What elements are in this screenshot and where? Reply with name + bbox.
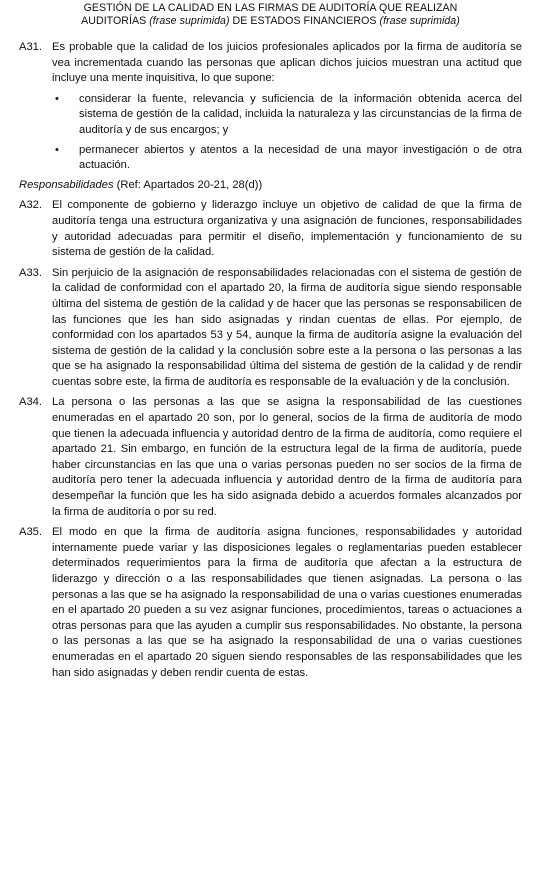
header-part-b: (frase suprimida)	[149, 14, 230, 27]
header-line-2	[0, 15, 541, 28]
bullet-list	[52, 92, 522, 174]
paragraph-text: El modo en que la firma de auditoría asigna funciones, responsabilidades y autoridad internamente puede variar y las disposiciones legales o reglamentarias pueden establecer determinados requerimientos para la firma de auditoría que afectan a la estructura de liderazgo y dirección o a las responsabilidades que tienen asignadas. La persona o las personas a las que se ha asignado la responsabilidad de una o varias cuestiones enumeradas en el apartado 20 pueden a su vez asignar funciones, procedimientos, tareas o actuaciones a otras personas para que las ayuden a cumplir sus responsabilidades. No obstante, la persona o las personas a las que se ha asignado la responsabilidad de una o varias cuestiones enumeradas en el apartado 20 siguen siendo responsables de las responsabilidades que les han sido asignadas y deben rendir cuenta de estas.	[52, 526, 522, 679]
page-header	[0, 2, 541, 27]
paragraph-number: A33.	[19, 266, 43, 279]
section-subheading	[19, 178, 522, 194]
paragraph-text: Sin perjuicio de la asignación de responsabilidades relacionadas con el sistema de gestión de la calidad de conformidad con el apartado 20, la firma de auditoría sigue siendo responsable última del sistema de gestión de la calidad y de hacer que las personas se responsabilicen de las funciones que les han sido asignadas y rindan cuentas de ellas. Por ejemplo, de conformidad con los apartados 53 y 54, aunque la firma de auditoría asigne la evaluación del sistema de gestión de la calidad y la conclusión sobre este a la persona o las personas a las que se ha asignado la responsabilidad última del sistema de gestión de la calidad y de rendir cuentas sobre este, la firma de auditoría es responsable de la evaluación y de la conclusión.	[52, 266, 522, 388]
paragraph-text: La persona o las personas a las que se asigna la responsabilidad de las cuestiones enumeradas en el apartado 20 son, por lo general, socios de la firma de auditoría de modo que tienen la adecuada influencia y autoridad dentro de la firma de auditoría, como requiere el apartado 21. Sin embargo, en función de la estructura legal de la firma de auditoría, puede haber circunstancias en las que una o varias personas pueden no ser socios de la firma de auditoría pero tener la adecuada influencia y autoridad dentro de la firma de auditoría para desempeñar la función que les ha sido asignada debido a acuerdos formales alcanzados por la firma de auditoría o por su red.	[52, 396, 522, 518]
list-item	[52, 143, 522, 174]
paragraph-text: El componente de gobierno y liderazgo incluye un objetivo de calidad de que la firma de auditoría tenga una estructura organizativa y una asignación de funciones, responsabilidades y autoridad adecuadas para permitir el diseño, implementación y funcionamiento de su sistema de gestión de la calidad.	[52, 199, 522, 259]
subheading-title: Responsabilidades	[19, 178, 114, 191]
paragraph-a32	[19, 198, 522, 260]
paragraph-text: Es probable que la calidad de los juicios profesionales aplicados por la firma de auditoría se vea incrementada cuando las personas que aplican dichos juicios muestran una actitud que incluye una mente inquisitiva, lo que supone:	[52, 41, 522, 85]
document-body	[19, 40, 522, 686]
header-part-c: DE ESTADOS FINANCIEROS	[229, 14, 380, 27]
list-item	[52, 92, 522, 139]
bullet-icon: •	[55, 92, 59, 105]
subheading-reference: (Ref: Apartados 20-21, 28(d))	[113, 178, 263, 191]
header-part-a: AUDITORÍAS	[81, 14, 150, 27]
list-item-text: permanecer abiertos y atentos a la necesidad de una mayor investigación o de otra actuación.	[79, 143, 522, 172]
paragraph-a35	[19, 525, 522, 681]
list-item-text: considerar la fuente, relevancia y suficiencia de la información obtenida acerca del sistema de gestión de la calidad, incluida la naturaleza y las circunstancias de la firma de auditoría y de sus encargos; y	[79, 92, 522, 136]
header-part-d: (frase suprimida)	[379, 14, 460, 27]
paragraph-a33	[19, 266, 522, 391]
paragraph-number: A32.	[19, 199, 43, 212]
paragraph-a34	[19, 395, 522, 520]
bullet-icon: •	[55, 143, 59, 156]
paragraph-number: A35.	[19, 526, 43, 539]
paragraph-number: A34.	[19, 396, 43, 409]
paragraph-a31	[19, 40, 522, 87]
paragraph-number: A31.	[19, 41, 43, 53]
header-line-1: GESTIÓN DE LA CALIDAD EN LAS FIRMAS DE AUDITORÍA QUE REALIZAN	[83, 2, 458, 14]
